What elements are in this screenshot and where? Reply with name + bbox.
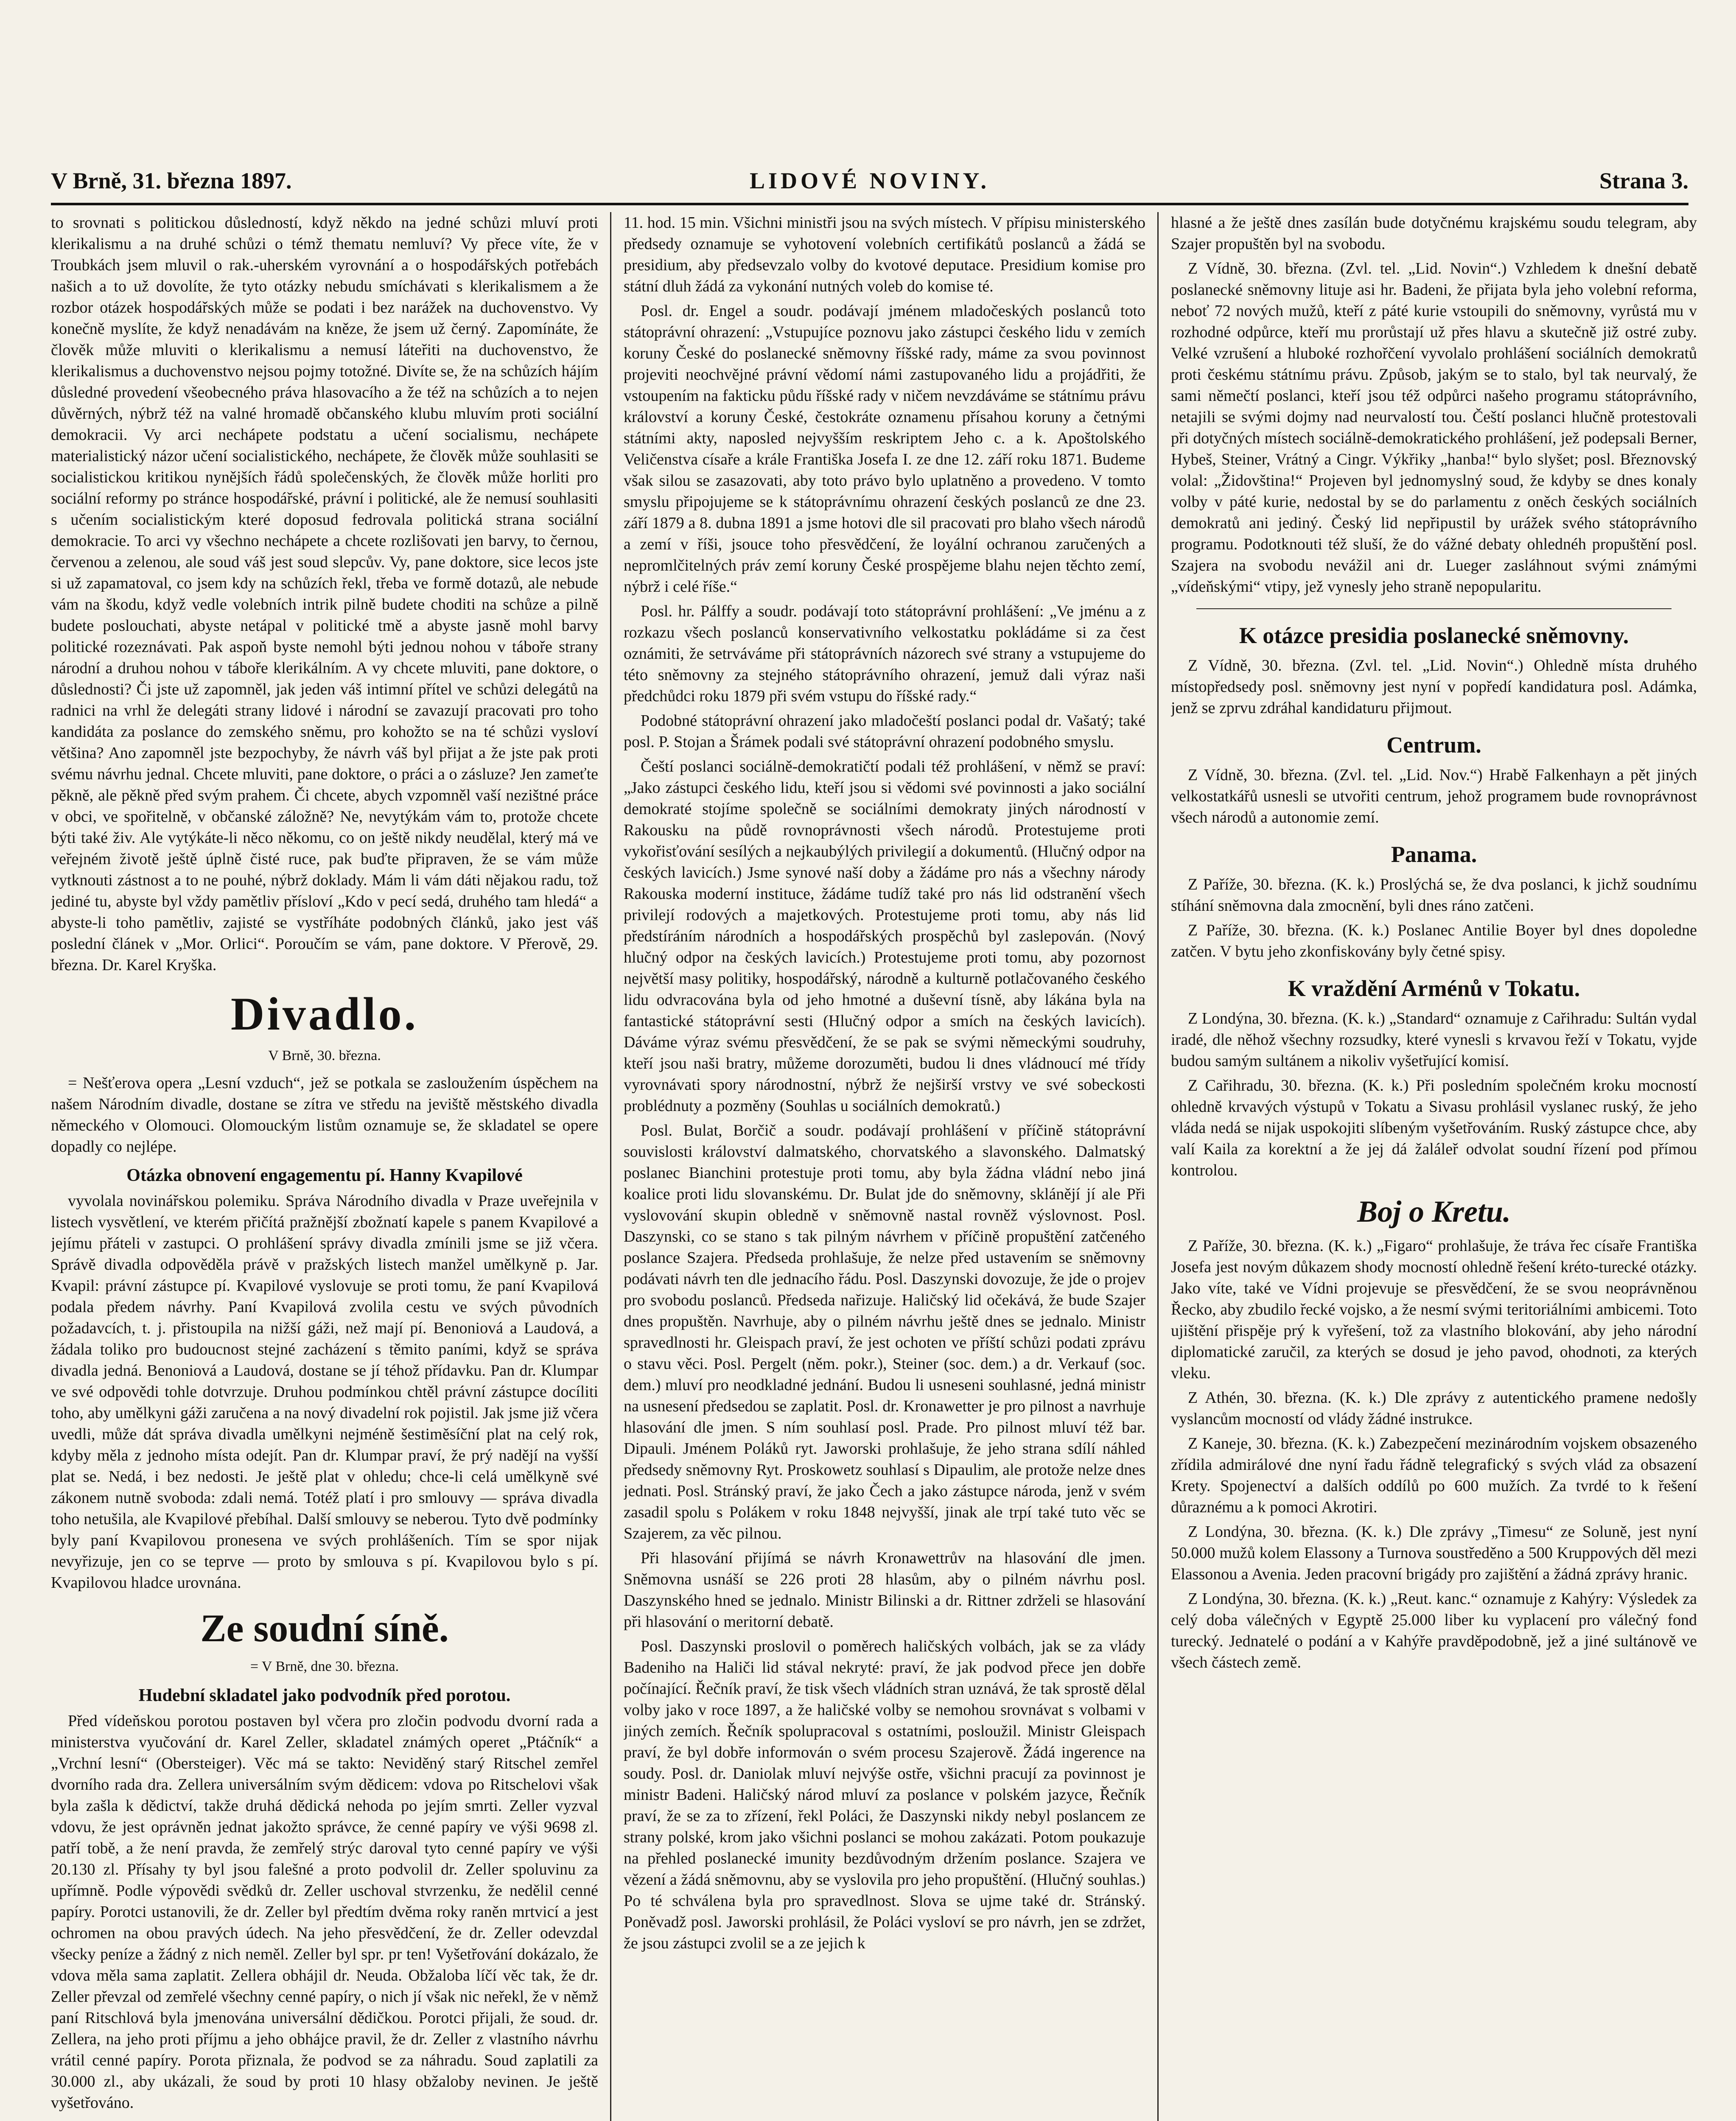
- masthead-rule: [51, 203, 1688, 205]
- article-text: Z Paříže, 30. března. (K. k.) „Figaro“ prohlašuje, že tráva řec císaře Františka Josefa jest novým důkazem shody mocností ohledně řešení kréto-turecké otázky. Jako víte, také ve Vídni projevuje se přesvědčení, že se svou neoprávněnou Řecko, aby zbudilo řecké vojsko, a že nesmí svými teritoriálními ambicemi. Toto ujištění přispěje prý k vyřešení, tož za vlastního blokování, aby jeho národní diplomatické zaručil, za kterých se dosud je jeho pavod, ohodnoti, za kterých vleku.: [1171, 1237, 1697, 1382]
- article-text: Posl. Bulat, Borčič a soudr. podávají prohlášení v příčině státoprávní souvislosti království dalmatského, chorvatského a slavonského. Dalmatský poslanec Bianchini protestuje proti tomu, aby byla žádna vládní nebo jiná koalice proti lidu slovanskému. Dr. Bulat jde do sněmovny, sklánějí jí ale Při vyslovování skupin obledně v sněmovně nastal rovněž výslovnost. Posl. Daszynski, co se stano s tak pilným návrhem v příčině propuštění zatčeného poslance Szajera. Předseda prohlašuje, že nelze před ustavením se sněmovny podávati návrh ten dle jednacího řádu. Posl. Daszynski dovozuje, že jde o projev pro svobodu poslanců. Předseda nařizuje. Haličský lid očekává, že bude Szajer dnes propuštěn. Navrhuje, aby o pilném návrhu ještě dnes se jednalo. Ministr spravedlnosti hr. Gleispach praví, že jest ochoten ve příští schůzi podati zprávu o stavu věci. Posl. Pergelt (něm. pokr.), Steiner (soc. dem.) a dr. Verkauf (soc. dem.) mluví pro neodkladné jednání. Budou li usneseni souhlasné, jedná ministr na usnesení předsedou se zaplatit. Posl. dr. Kronawetter je pro pilnost a navrhuje hlasování dle jmen. S ním souhlasí posl. Prade. Pro pilnost mluví též bar. Dipauli. Jménem Poláků ryt. Jaworski prohlašuje, že jeho strana sdílí náhled předsedy sněmovny Ryt. Proskowetz souhlasí s Dipaulim, ale protože nelze dnes jednati. Posl. Stránský praví, že jako Čech a jako zástupce národa, jenž v svém zasadil spolu s Polákem v roku 1848 nejvyšší, jinak ale trpí také tuto věc se Szajerem, za věc pilnou.: [624, 1122, 1145, 1542]
- article-subheading: Otázka obnovení engagementu pí. Hanny Kvapilové: [126, 1166, 523, 1185]
- column-rule: [1157, 212, 1159, 2121]
- article-subheading: Hudební skladatel jako podvodník před porotou.: [138, 1686, 511, 1705]
- newspaper-title: LIDOVÉ NOVINY.: [749, 168, 990, 193]
- section-heading-panama: Panama.: [1391, 842, 1477, 867]
- issue-date: V Brně, 31. března 1897.: [51, 168, 292, 193]
- divider: [1196, 608, 1672, 609]
- article-text: Z Paříže, 30. března. (K. k.) Proslýchá se, že dva poslanci, k jichž soudnímu stíhání sněmovna dala zmocnění, byli dnes ráno zatčeni.: [1171, 876, 1697, 915]
- dateline: = V Brně, dne 30. března.: [250, 1659, 399, 1674]
- column-rule: [610, 212, 611, 2121]
- article-text: Z Londýna, 30. března. (K. k.) „Reut. kanc.“ oznamuje z Kahýry: Výsledek za celý doba válečných v Egyptě 25.000 liber ku vyplacení pro válečný fond turecký. Jednatelé o podání a v Kahýře pravděpodobně, jež a jiné sultánově ve všech částech země.: [1171, 1590, 1697, 1671]
- article-text: Posl. Daszynski proslovil o poměrech haličských volbách, jak se za vlády Badeniho na Haliči lid stával nekryté: praví, že jak podvod přece jen dobře počínající. Řečník praví, že tisk všech vládních stran uznává, že tak sprostě dělal volby jako v roce 1897, a že haličské volby se nemohou srovnávat s volbami v jiných zemích. Řečník spolupracoval s ostatními, posloužil. Ministr Gleispach praví, že byl dobře informován o svém procesu Szajerově. Žádá ingerence na soudy. Posl. dr. Daniolak mluví nejvýše ostře, všichni pracují za povinnost je ministr Badeni. Haličský národ mluví za poslance v polském jazyce, Řečník praví, že se za to zřízení, řekl Poláci, že Daszynski nikdy nebyl poslancem ze strany polské, krom jako všichni poslanci se mohou zakázati. Potom poukazuje na přehled poslanecké imunity bezdůvodným držením poslance. Szajera ve vězení a žádá sněmovnu, aby se vyslovila pro jeho propuštění. (Hlučný souhlas.) Po té schválena byla pro spravedlnost. Slova se ujme také dr. Stránský. Poněvadž posl. Jaworski prohlásil, že Poláci vysloví se pro návrh, jen se zdržet, že jsou zástupci zvolil se a ze jejich k: [624, 1637, 1145, 1952]
- section-heading-kreta: Boj o Kretu.: [1357, 1195, 1511, 1228]
- column-2: [624, 212, 1145, 2121]
- article-text: Při hlasování přijímá se návrh Kronawettrův na hlasování dle jmen. Sněmovna usnáší se 226 proti 28 hlasům, aby o pilném návrhu posl. Daszynského hned se jednalo. Ministr Bilinski a dr. Rittner zdrželi se hlasování při hlasování o meritorní debatě.: [624, 1549, 1145, 1631]
- article-text: Z Vídně, 30. března. (Zvl. tel. „Lid. Novin“.) Vzhledem k dnešní debatě poslanecké sněmovny lituje asi hr. Badeni, že přijata byla jeho volební reforma, neboť 72 nových mužů, kteří z páté kurie vstoupili do sněmovny, vyrůstá mu v rozhodné odpůrce, kteří mu prorůstají už přes hlavu a skutečně již ostré zuby. Velké vzrušení a hluboké rozhořčení vyvolalo prohlášení sociálních demokratů proti českému státnímu právu. Způsob, jakým se to stalo, byl tak neurvalý, že sami němečtí poslanci, kteří jsou též odpůrci našeho programu státoprávního, netajili se svými dojmy nad neurvalostí tou. Čeští poslanci hlučně protestovali při dotyčných místech sociálně-demokratického prohlášení, jež podepsali Berner, Hybeš, Steiner, Vrátný a Cingr. Výkřiky „hanba!“ bylo slyšet; posl. Březnovský volal: „Židovština!“ Projeven byl jednomyslný soud, že kdyby se dnes konaly volby v páté kurie, nedostal by se do parlamentu z oněch českých sociálních demokratů ani jediný. Český lid nepřipustil by urážek svého státoprávního programu. Podotknouti též sluší, že do vážné debaty ohlednéh propuštění posl. Szajera na svobodu nevážil ani dr. Lueger zasláhnout svými známými „vídeňskými“ vtipy, jež vynesly jeho straně nepopularitu.: [1171, 260, 1697, 596]
- newspaper-page: [25, 0, 1714, 2121]
- article-text: Posl. hr. Pálffy a soudr. podávají toto státoprávní prohlášení: „Ve jménu a z rozkazu všech poslanců konservativního velkostatku pokládáme si za čest oznámiti, že setrváváme při státoprávních názorech své strany a vstupujeme do této sněmovny za stejného státoprávního ohrazení, jemuž dali výraz naši předchůdci roku 1879 při svém vstupu do říšské rady.“: [624, 602, 1145, 705]
- article-text: Z Athén, 30. března. (K. k.) Dle zprávy z autentického pramene nedošly vyslancům mocností od vlády žádné instrukce.: [1171, 1389, 1697, 1428]
- section-heading-soud: Ze soudní síně.: [200, 1606, 449, 1650]
- column-3: [1171, 212, 1697, 2121]
- dateline: V Brně, 30. března.: [268, 1048, 381, 1063]
- article-text: to srovnati s politickou důsledností, když někdo na jedné schůzi mluví proti klerikalismu a na druhé schůzi o témž thematu nemluví? Vy přece víte, že v Troubkách jsem mluvil o rak.-uherském vyrovnání a o hospodářských potřebách našich a to už dovolíte, že tyto otázky nebudu smíchávati s klerikalismem a že rozbor otázek hospodářských může se podati i bez narážek na duchovenstvo. Vy konečně myslíte, že když nenadávám na kněze, že jsem už černý. Zapomínáte, že člověk může mluviti o klerikalismu a nemusí láteřiti na duchovenstvo, že klerikalismus a duchovenstvo nejsou pojmy totožné. Divíte se, že na schůzích hájím důsledné provedení všeobecného práva hlasovacího a že též na schůzích a to nejen důvěrných, nýbrž též na valné hromadě občanského klubu mluvím proti sociální demokracii. Vy arci nechápete podstatu a učení socialismu, nechápete materialistický názor učení socialistického, nechápete, že člověk může souhlasiti se socialistickou kritikou nynějších řádů společenských, že člověk může horliti pro sociální reformy po stránce hospodářské, právní i politické, ale že nemusí souhlasiti s učením socialistickým které doposud fedrovala politická strana sociální demokracie. To arci vy všechno nechápete a chcete rozlišovati jen barvy, to černou, červenou a zelenou, ale soud váš jest soud slepcův. Vy, pane doktore, sice lecos jste si už zapamatoval, co jsem kdy na schůzích řekl, třeba ve formě dotazů, ale nebude vám na škodu, když vedle volebních intrik pilně budete choditi na schůze a pilně budete poslouchati, abyste netápal v politické tmě a abyste jasně mohl barvy politické rozeznávati. Pak aspoň byste nemohl býti jednou nohou v táboře strany národní a druhou nohou v táboře klerikálním. A vy chcete mluviti, pane doktore, o důslednosti? Či jste už zapomněl, jak jeden váš intimní přítel ve schůzi delegátů na radnici na vrhl že delegáti strany lidové i národní se zavazují pracovati pro toho kandidáta za poslance do zemského sněmu, pro kohožto se na té schůzi vysloví většina? Ano zapomněl jste bezpochyby, že návrh váš byl přijat a že jste pak proti svému návrhu jednal. Chcete mluviti, pane doktore, o práci a o zásluze? Jen zameťte pěkně, ale pěkně před svým prahem. Či chcete, abych vzpomněl vaší nezištné práce v obci, ve spořitelně, v občanské záložně? Ne, nevytýkám vám to, protože chcete býti také živ. Ale vytýkáte-li něco někomu, co on ještě nikdy neudělal, který má ve veřejném životě ještě úplně čisté ruce, pak buďte připraven, že se vám může vytknouti zástnost a to ne pouhé, nýbrž doklady. Mám li vám dáti nějakou radu, tož jediné tu, abyste byl vždy pamětliv přísloví „Kdo v pecí sedá, druhého tam hledá“ a abyste-li toho pamětliv, zajisté se vystříháte podobných článků, jako jest váš poslední článek v „Mor. Orlici“. Poroučím se vám, pane doktore. V Přerově, 29. března. Dr. Karel Kryška.: [51, 214, 598, 974]
- article-text: Čeští poslanci sociálně-demokratičtí podali též prohlášení, v němž se praví: „Jako zástupci českého lidu, kteří jsou si vědomi své povinnosti a jako sociální demokraté stojíme společně se sociálními demokraty jiných národností v Rakousku na půdě rovnoprávnosti všech národů. Protestujeme proti vykořisťování sesílých a nejkaubýlých privilegií a dokumentů. (Hlučný odpor na českých lavicích.) Jsme synové naší doby a žádáme pro nás a všechny národy Rakouska moderní instituce, žádáme tudíž také pro nás lid odstranění všech privilejí rodových a majetkových. Protestujeme proti tomu, aby nás lid předstíráním národních a hospodářských prospěchů byl zaslepován. (Nový hlučný odpor na českých lavicích.) Protestujeme proti tomu, aby pozornost největší masy politiky, hospodářský, národně a kulturně potlačovaného českého lidu odvracována byla od jeho hmotné a duševní tísně, aby lákána byla na fantastické státoprávní sesti (Hlučný odpor a smích na českých lavicích). Dáváme výraz svému přesvědčení, že se pak se svými německými soudruhy, kteří jsou naši bratry, můžeme dorozuměti, budou li dnes vládnoucí mé třídy vyrovnávati spory národnostní, nýbrž že nejširší vrstvy ve své sobeckosti problédnuty a pozměny (Souhlas u sociálních demokratů.): [624, 758, 1145, 1115]
- article-text: Z Kaneje, 30. března. (K. k.) Zabezpečení mezinárodním vojskem obsazeného zřídila admirálové dne nyní řadu řádně telegrafický s svých vlád za obsazení Krety. Spojenectví a dalších oddílů po 600 mužích. Za tvrdé to k řešení důraznému a k pomoci Akrotiri.: [1171, 1435, 1697, 1516]
- article-text: Z Vídně, 30. března. (Zvl. tel. „Lid. Novin“.) Ohledně místa druhého místopředsedy posl. sněmovny jest nyní v popředí kandidatura posl. Adámka, jenž se zprvu zdráhal kandidaturu přijmout.: [1171, 657, 1697, 717]
- article-text: Před vídeňskou porotou postaven byl včera pro zločin podvodu dvorní rada a ministerstva vyučování dr. Karel Zeller, skladatel známých operet „Ptáčník“ a „Vrchní lesní“ (Obersteiger). Věc má se takto: Neviděný starý Ritschel zemřel dvorního rada dra. Zellera universálním svým dědicem: vdova po Ritschelovi však byla zašla k dědictví, takže druhá dědická nehoda po jejím smrti. Zeller vyzval vdovu, že jest oprávněn jednat jakožto správce, že cenné papíry ve výši 9698 zl. patří tobě, a že není pravda, že zemřelý strýc daroval tyto cenné papíry ve výši 20.130 zl. Přísahy ty byl jsou falešné a proto podvolil dr. Zeller spoluvinu za upřímně. Podle výpovědi svědků dr. Zeller uschoval stvrzenku, že nedělil cenné papíry. Porotci ustanovili, že dr. Zeller byl předtím dvěma roky raněn mrtvicí a jest ochromen na obou pravých údech. Na jeho přesvědčení, že dr. Zeller odevzdal všecky peníze a žádný z nich neměl. Zeller byl spr. pr ten! Vyšetřování dokázalo, že vdova měla sama zaplatit. Zellera obhájil dr. Neuda. Obžaloba líčí věc tak, že dr. Zeller převzal od zemřelé všechny cenné papíry, o nich jí však nic neřekl, že v němž paní Ritschlová byla jmenována universální dědičkou. Porotci přijali, že soud. dr. Zellera, na jeho proti příjmu a jeho obhájce pravil, že dr. Zeller z vlastního návrhu vrátil cenné papíry. Porota přiznala, že podvod se za náhradu. Soud zaplatili za 30.000 zl., aby ukázali, že soud by proti 10 hlasy obžaloby nevinen. Je ještě vyšetřováno.: [51, 1712, 598, 2112]
- article-text: Z Cařihradu, 30. března. (K. k.) Při posledním společném kroku mocností ohledně krvavých výstupů v Tokatu a Sivasu prohlásil vyslanec ruský, že jeho vláda nedá se nijak uspokojiti slíbeným vyšetřováním. Ruský zástupce chce, aby valí Kaila za korektní a že jej dá žaláleř odvolat soudní řízení pod přímou kontrolou.: [1171, 1077, 1697, 1179]
- article-text: hlasné a že ještě dnes zasílán bude dotyčnému krajskému soudu telegram, aby Szajer propuštěn byl na svobodu.: [1171, 214, 1697, 253]
- article-text: Z Paříže, 30. března. (K. k.) Poslanec Antilie Boyer byl dnes dopoledne zatčen. V bytu jeho zkonfiskovány byly četné spisy.: [1171, 921, 1697, 960]
- section-heading-armenu: K vraždění Arménů v Tokatu.: [1288, 976, 1580, 1001]
- article-text: Z Vídně, 30. března. (Zvl. tel. „Lid. Nov.“) Hrabě Falkenhayn a pět jiných velkostatkářů usnesli se utvořiti centrum, jehož programem bude rovnoprávnost všech národů a autonomie zemí.: [1171, 766, 1697, 826]
- article-text: 11. hod. 15 min. Všichni ministři jsou na svých místech. V přípisu ministerského předsedy oznamuje se vyhotovení volebních certifikátů poslanců a žádá se presidium, aby předsevzalo volby do kvotové deputace. Presidium komise pro státní dluh žádá za vykonání nutných voleb do komise té.: [624, 214, 1145, 295]
- article-text: Z Londýna, 30. března. (K. k.) „Standard“ oznamuje z Cařihradu: Sultán vydal iradé, dle něhož všechny rozsudky, které vynesli s krvavou řeží v Tokatu, vyjde budou samým sultánem a nikoliv vyšetřující komisí.: [1171, 1010, 1697, 1070]
- column-1: [51, 212, 598, 2121]
- section-heading-divadlo: Divadlo.: [230, 988, 419, 1040]
- section-heading-presidium: K otázce presidia poslanecké sněmovny.: [1239, 623, 1629, 648]
- article-text: Z Londýna, 30. března. (K. k.) Dle zprávy „Timesu“ ze Soluně, jest nyní 50.000 mužů kolem Elassony a Turnova soustředěno a 500 Kruppových děl mezi Elassonou a Avenia. Jeden pracovní brigády pro zajištění a žádná zprávy hranic.: [1171, 1523, 1697, 1583]
- article-text: = Nešťerova opera „Lesní vzduch“, jež se potkala se zasloužením úspěchem na našem Národním divadle, dostane se zítra ve středu na jeviště městského divadla německého v Olomouci. Olomouckým listům oznamuje se, že skladatel se opere dopadly co nejlépe.: [51, 1074, 598, 1156]
- page-number: Strana 3.: [1599, 168, 1688, 193]
- masthead: [51, 168, 1688, 201]
- section-heading-centrum: Centrum.: [1386, 732, 1481, 758]
- article-text: Podobné státoprávní ohrazení jako mladočeští poslanci podal dr. Vašatý; také posl. P. Stojan a Šrámek podali své státoprávní ohrazení podobného smyslu.: [624, 712, 1145, 751]
- article-text: Posl. dr. Engel a soudr. podávají jménem mladočeských poslanců toto státoprávní ohrazení: „Vstupujíce poznovu jako zástupci českého lidu v zemích koruny České do poslanecké sněmovny říšské rady, máme za svou povinnost projeviti neochvějné právní vědomí námi zastupovaného lidu a projádřiti, že vstoupením na fakticku půdu říšské rady v ničem nevzdáváme se státnímu právu království a koruny České, čestokráte oznamenu přísahou koruny a četnými státními akty, naposled nejvyšším reskriptem Jeho c. a k. Apoštolského Veličenstva císaře a krále Františka Josefa I. ze dne 12. září roku 1871. Budeme však silou se zasazovati, aby toto právo bylo uplatněno a provedeno. V tomto smyslu připojujeme se k státoprávnímu ohrazení českých poslanců ze dne 23. září 1879 a 8. dubna 1891 a jsme hotovi dle sil pracovati pro blaho všech národů a zemí v říši, jsouce toho přesvědčení, že loyální ochranou zaručených a nepromlčitelných práv zemí koruny České prospějeme blahu nejen těchto zemí, nýbrž i celé říše.“: [624, 302, 1145, 596]
- article-text: vyvolala novinářskou polemiku. Správa Národního divadla v Praze uveřejnila v listech vysvětlení, ve kterém přičítá pražnější zbožnatí kapele s panem Kvapilové a jejímu přáteli v zastupci. O prohlášení správy divadla zmínili jsme se již včera. Správě divadla odpověděla právě v pražských listech manžel umělkyně p. Jar. Kvapil: právní zástupce pí. Kvapilové vyslovuje se proti tomu, že paní Kvapilová podala předem návrhy. Paní Kvapilová zvolila cestu ve svých původních požadavcích, t. j. přistoupila na nižší gáži, než mají pí. Benoniová a Laudová, a žádala toliko pro budoucnost stejné zacházení s těmito paními, když se správa divadla jedná. Benoniová a Laudová, dostane se jí téhož přídavku. Pan dr. Klumpar ve své odpovědi tohle dotvrzuje. Druhou podmínkou chtěl právní zástupce docíliti toho, aby umělkyni gáži zaručena a na nový divadelní rok pojistil. Jak jsme již včera uvedli, může dát správa divadla umělkyni nejméně šestiměsíční plat na celý rok, kdyby měla z jednoho místa odejít. Pan dr. Klumpar praví, že prý nadějí na vyšší plat se. Nedá, i bez nedosti. Je ještě plat v ohledu; chce-li celá umělkyně své zákonem nutně svoboda: zdali nemá. Totéž platí i pro smlouvy — správa divadla toho netušila, ale Kvapilové přebíhal. Další smlouvy se neberou. Tyto dvě podmínky byly paní Kvapilovou pronesena ve svých prohlášeních. Tím se spor nijak nevyřizuje, jen co se teprve — proto by smlouva s pí. Kvapilovou bylo s pí. Kvapilovou hladce urovnána.: [51, 1192, 598, 1592]
